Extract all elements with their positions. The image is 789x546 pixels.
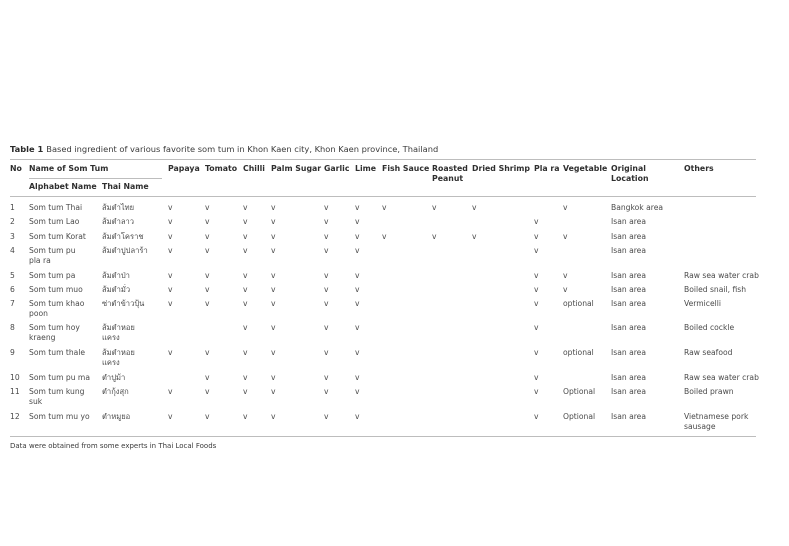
cell-no: 9	[10, 348, 15, 357]
cell-palm-sugar: v	[271, 299, 276, 308]
cell-lime: v	[355, 299, 360, 308]
cell-location: Isan area	[611, 387, 647, 396]
cell-papaya: v	[168, 285, 173, 294]
cell-lime: v	[355, 373, 360, 382]
cell-vegetable: optional	[563, 348, 594, 357]
cell-palm-sugar: v	[271, 271, 276, 280]
cell-tomato: v	[205, 373, 210, 382]
header-rule	[10, 196, 756, 197]
cell-alphabet-name: Som tum Thai	[29, 203, 83, 212]
header-alphabet-name: Alphabet Name	[29, 182, 97, 191]
cell-chilli: v	[243, 373, 248, 382]
cell-pla-ra: v	[534, 285, 539, 294]
cell-vegetable: v	[563, 271, 568, 280]
cell-thai-name: แครง	[102, 333, 120, 342]
cell-chilli: v	[243, 203, 248, 212]
cell-location: Isan area	[611, 246, 647, 255]
cell-no: 1	[10, 203, 15, 212]
caption-text: Based ingredient of various favorite som tum in Khon Kaen city, Khon Kaen province, Thailand	[46, 144, 439, 154]
cell-dried-shrimp: v	[472, 232, 477, 241]
cell-alphabet-name: Som tum kung	[29, 387, 85, 396]
cell-thai-name: ส้มตำไทย	[102, 203, 135, 212]
cell-thai-name: ซ่าตำข้าวปุ้น	[102, 299, 145, 308]
header-pla-ra: Pla ra	[534, 164, 560, 173]
cell-vegetable: v	[563, 285, 568, 294]
cell-thai-name: ส้มตำหอย	[102, 323, 135, 332]
cell-thai-name: ส้มตำมั่ว	[102, 285, 131, 294]
cell-tomato: v	[205, 348, 210, 357]
cell-pla-ra: v	[534, 387, 539, 396]
cell-roasted-peanut: v	[432, 203, 437, 212]
cell-lime: v	[355, 271, 360, 280]
cell-lime: v	[355, 387, 360, 396]
cell-papaya: v	[168, 271, 173, 280]
cell-palm-sugar: v	[271, 348, 276, 357]
top-rule	[10, 159, 756, 160]
cell-papaya: v	[168, 203, 173, 212]
cell-garlic: v	[324, 373, 329, 382]
cell-tomato: v	[205, 232, 210, 241]
cell-papaya: v	[168, 299, 173, 308]
cell-vegetable: v	[563, 203, 568, 212]
cell-palm-sugar: v	[271, 412, 276, 421]
cell-location: Isan area	[611, 285, 647, 294]
cell-garlic: v	[324, 348, 329, 357]
cell-alphabet-name: kraeng	[29, 333, 56, 342]
cell-alphabet-name: suk	[29, 397, 43, 406]
header-location-2: Location	[611, 174, 649, 183]
cell-others: sausage	[684, 422, 716, 431]
cell-lime: v	[355, 246, 360, 255]
cell-vegetable: optional	[563, 299, 594, 308]
cell-chilli: v	[243, 387, 248, 396]
cell-chilli: v	[243, 217, 248, 226]
cell-papaya: v	[168, 387, 173, 396]
cell-location: Isan area	[611, 373, 647, 382]
cell-no: 10	[10, 373, 20, 382]
cell-tomato: v	[205, 412, 210, 421]
header-thai-name: Thai Name	[102, 182, 149, 191]
cell-garlic: v	[324, 271, 329, 280]
cell-chilli: v	[243, 323, 248, 332]
cell-thai-name: แครง	[102, 358, 120, 367]
header-garlic: Garlic	[324, 164, 350, 173]
cell-location: Isan area	[611, 271, 647, 280]
cell-tomato: v	[205, 203, 210, 212]
cell-pla-ra: v	[534, 246, 539, 255]
cell-thai-name: ส้มตำลาว	[102, 217, 135, 226]
cell-pla-ra: v	[534, 323, 539, 332]
cell-papaya: v	[168, 217, 173, 226]
header-no: No	[10, 164, 22, 173]
cell-others: Vietnamese pork	[684, 412, 749, 421]
cell-palm-sugar: v	[271, 246, 276, 255]
cell-pla-ra: v	[534, 373, 539, 382]
cell-no: 11	[10, 387, 20, 396]
cell-garlic: v	[324, 246, 329, 255]
cell-thai-name: ส้มตำปูปลาร้า	[102, 246, 148, 255]
cell-alphabet-name: Som tum thale	[29, 348, 86, 357]
header-chilli: Chilli	[243, 164, 265, 173]
cell-vegetable: Optional	[563, 387, 596, 396]
cell-lime: v	[355, 285, 360, 294]
cell-garlic: v	[324, 412, 329, 421]
cell-garlic: v	[324, 323, 329, 332]
cell-others: Vermicelli	[684, 299, 721, 308]
cell-papaya: v	[168, 412, 173, 421]
cell-thai-name: ตำกุ้งสุก	[102, 387, 129, 396]
header-name-group: Name of Som Tum	[29, 164, 109, 173]
cell-location: Isan area	[611, 323, 647, 332]
header-dried-shrimp: Dried Shrimp	[472, 164, 530, 173]
cell-garlic: v	[324, 217, 329, 226]
cell-alphabet-name: Som tum hoy	[29, 323, 80, 332]
table-caption	[10, 144, 438, 154]
cell-chilli: v	[243, 285, 248, 294]
cell-chilli: v	[243, 246, 248, 255]
header-roasted-peanut-1: Roasted	[432, 164, 468, 173]
cell-vegetable: v	[563, 232, 568, 241]
cell-garlic: v	[324, 203, 329, 212]
cell-palm-sugar: v	[271, 203, 276, 212]
cell-chilli: v	[243, 299, 248, 308]
cell-fish-sauce: v	[382, 232, 387, 241]
header-palm-sugar: Palm Sugar	[271, 164, 322, 173]
cell-no: 2	[10, 217, 15, 226]
cell-alphabet-name: Som tum mu yo	[29, 412, 90, 421]
cell-garlic: v	[324, 285, 329, 294]
cell-tomato: v	[205, 387, 210, 396]
bottom-rule	[10, 436, 756, 437]
cell-fish-sauce: v	[382, 203, 387, 212]
cell-thai-name: ตำหมูยอ	[102, 412, 131, 421]
header-fish-sauce: Fish Sauce	[382, 164, 430, 173]
cell-thai-name: ส้มตำโคราช	[102, 232, 144, 241]
cell-alphabet-name: Som tum pu ma	[29, 373, 90, 382]
cell-papaya: v	[168, 348, 173, 357]
cell-tomato: v	[205, 271, 210, 280]
cell-alphabet-name: Som tum pu	[29, 246, 76, 255]
header-location-1: Original	[611, 164, 646, 173]
cell-others: Raw sea water crab	[684, 271, 759, 280]
cell-pla-ra: v	[534, 271, 539, 280]
cell-alphabet-name: Som tum khao	[29, 299, 85, 308]
cell-no: 8	[10, 323, 15, 332]
cell-chilli: v	[243, 232, 248, 241]
name-group-rule	[29, 178, 162, 179]
header-papaya: Papaya	[168, 164, 200, 173]
cell-no: 7	[10, 299, 15, 308]
cell-papaya: v	[168, 232, 173, 241]
cell-location: Isan area	[611, 299, 647, 308]
cell-garlic: v	[324, 232, 329, 241]
cell-no: 12	[10, 412, 20, 421]
cell-palm-sugar: v	[271, 232, 276, 241]
cell-no: 3	[10, 232, 15, 241]
cell-pla-ra: v	[534, 232, 539, 241]
cell-lime: v	[355, 203, 360, 212]
cell-location: Isan area	[611, 348, 647, 357]
cell-location: Bangkok area	[611, 203, 664, 212]
cell-palm-sugar: v	[271, 387, 276, 396]
cell-tomato: v	[205, 217, 210, 226]
cell-palm-sugar: v	[271, 217, 276, 226]
cell-roasted-peanut: v	[432, 232, 437, 241]
cell-tomato: v	[205, 285, 210, 294]
cell-chilli: v	[243, 412, 248, 421]
cell-alphabet-name: Som tum Korat	[29, 232, 86, 241]
cell-vegetable: Optional	[563, 412, 596, 421]
cell-palm-sugar: v	[271, 373, 276, 382]
cell-others: Boiled prawn	[684, 387, 734, 396]
cell-others: Raw seafood	[684, 348, 733, 357]
cell-tomato: v	[205, 246, 210, 255]
cell-pla-ra: v	[534, 217, 539, 226]
cell-tomato: v	[205, 299, 210, 308]
cell-pla-ra: v	[534, 299, 539, 308]
header-others: Others	[684, 164, 714, 173]
cell-thai-name: ส้มตำหอย	[102, 348, 135, 357]
cell-garlic: v	[324, 299, 329, 308]
cell-lime: v	[355, 217, 360, 226]
cell-lime: v	[355, 412, 360, 421]
cell-pla-ra: v	[534, 412, 539, 421]
cell-no: 5	[10, 271, 15, 280]
cell-chilli: v	[243, 271, 248, 280]
cell-location: Isan area	[611, 412, 647, 421]
header-tomato: Tomato	[205, 164, 238, 173]
cell-palm-sugar: v	[271, 323, 276, 332]
cell-palm-sugar: v	[271, 285, 276, 294]
cell-alphabet-name: Som tum muo	[29, 285, 83, 294]
cell-location: Isan area	[611, 232, 647, 241]
cell-alphabet-name: Som tum pa	[29, 271, 76, 280]
cell-alphabet-name: poon	[29, 309, 48, 318]
cell-location: Isan area	[611, 217, 647, 226]
cell-others: Raw sea water crab	[684, 373, 759, 382]
header-lime: Lime	[355, 164, 377, 173]
cell-lime: v	[355, 232, 360, 241]
cell-others: Boiled snail, fish	[684, 285, 747, 294]
cell-dried-shrimp: v	[472, 203, 477, 212]
cell-thai-name: ส้มตำป่า	[102, 271, 130, 280]
cell-no: 4	[10, 246, 15, 255]
header-vegetable: Vegetable	[563, 164, 608, 173]
cell-chilli: v	[243, 348, 248, 357]
cell-alphabet-name: pla ra	[29, 256, 51, 265]
table-footnote: Data were obtained from some experts in Thai Local Foods	[10, 442, 217, 450]
table-label: Table 1	[10, 144, 44, 154]
cell-pla-ra: v	[534, 348, 539, 357]
cell-thai-name: ตำปูม้า	[102, 373, 126, 382]
cell-others: Boiled cockle	[684, 323, 735, 332]
cell-lime: v	[355, 348, 360, 357]
cell-no: 6	[10, 285, 15, 294]
cell-alphabet-name: Som tum Lao	[29, 217, 80, 226]
cell-lime: v	[355, 323, 360, 332]
header-roasted-peanut-2: Peanut	[432, 174, 464, 183]
cell-papaya: v	[168, 246, 173, 255]
cell-garlic: v	[324, 387, 329, 396]
